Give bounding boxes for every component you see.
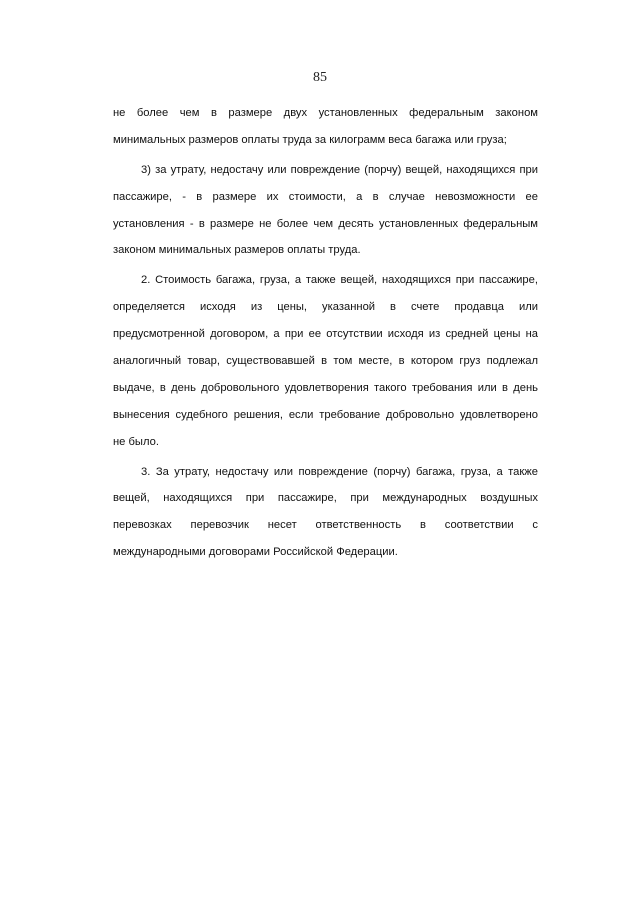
paragraph-2 [113, 160, 538, 268]
text-line: 3) за утрату, недостачу или повреждение (порчу) вещей, находящихся при [141, 163, 538, 176]
paragraph-3 [113, 270, 538, 458]
text-line: международными договорами Российской Федерации. [113, 546, 398, 559]
text-line: не более чем в размере двух установленных федеральным законом [113, 107, 538, 119]
text-line: минимальных размеров оплаты труда за килограмм веса багажа или груза; [113, 133, 507, 146]
paragraph-1 [113, 103, 538, 157]
text-line: вещей, находящихся при пассажире, при международных воздушных [113, 492, 538, 505]
text-line: законом минимальных размеров оплаты труда. [113, 244, 361, 257]
text-line: перевозках перевозчик несет ответственность в соответствии с [113, 519, 538, 532]
text-line: выдаче, в день добровольного удовлетворения такого требования или в день [113, 381, 538, 394]
document-body [113, 103, 538, 569]
text-line: установления - в размере не более чем десять установленных федеральным [113, 217, 538, 230]
text-line: определяется исходя из цены, указанной в счете продавца или [113, 301, 538, 314]
text-line: 2. Стоимость багажа, груза, а также вещей, находящихся при пассажире, [141, 274, 538, 287]
text-line: 3. За утрату, недостачу или повреждение (порчу) багажа, груза, а также [141, 465, 538, 478]
text-line: предусмотренной договором, а при ее отсутствии исходя из средней цены на [113, 328, 538, 341]
text-line: аналогичный товар, существовавшей в том месте, в котором груз подлежал [113, 355, 538, 368]
text-line: вынесения судебного решения, если требование добровольно удовлетворено [113, 408, 538, 421]
paragraph-4 [113, 462, 538, 570]
text-line: пассажире, - в размере их стоимости, а в случае невозможности ее [113, 190, 538, 203]
page-number: 85 [313, 70, 327, 85]
text-line: не было. [113, 435, 159, 448]
